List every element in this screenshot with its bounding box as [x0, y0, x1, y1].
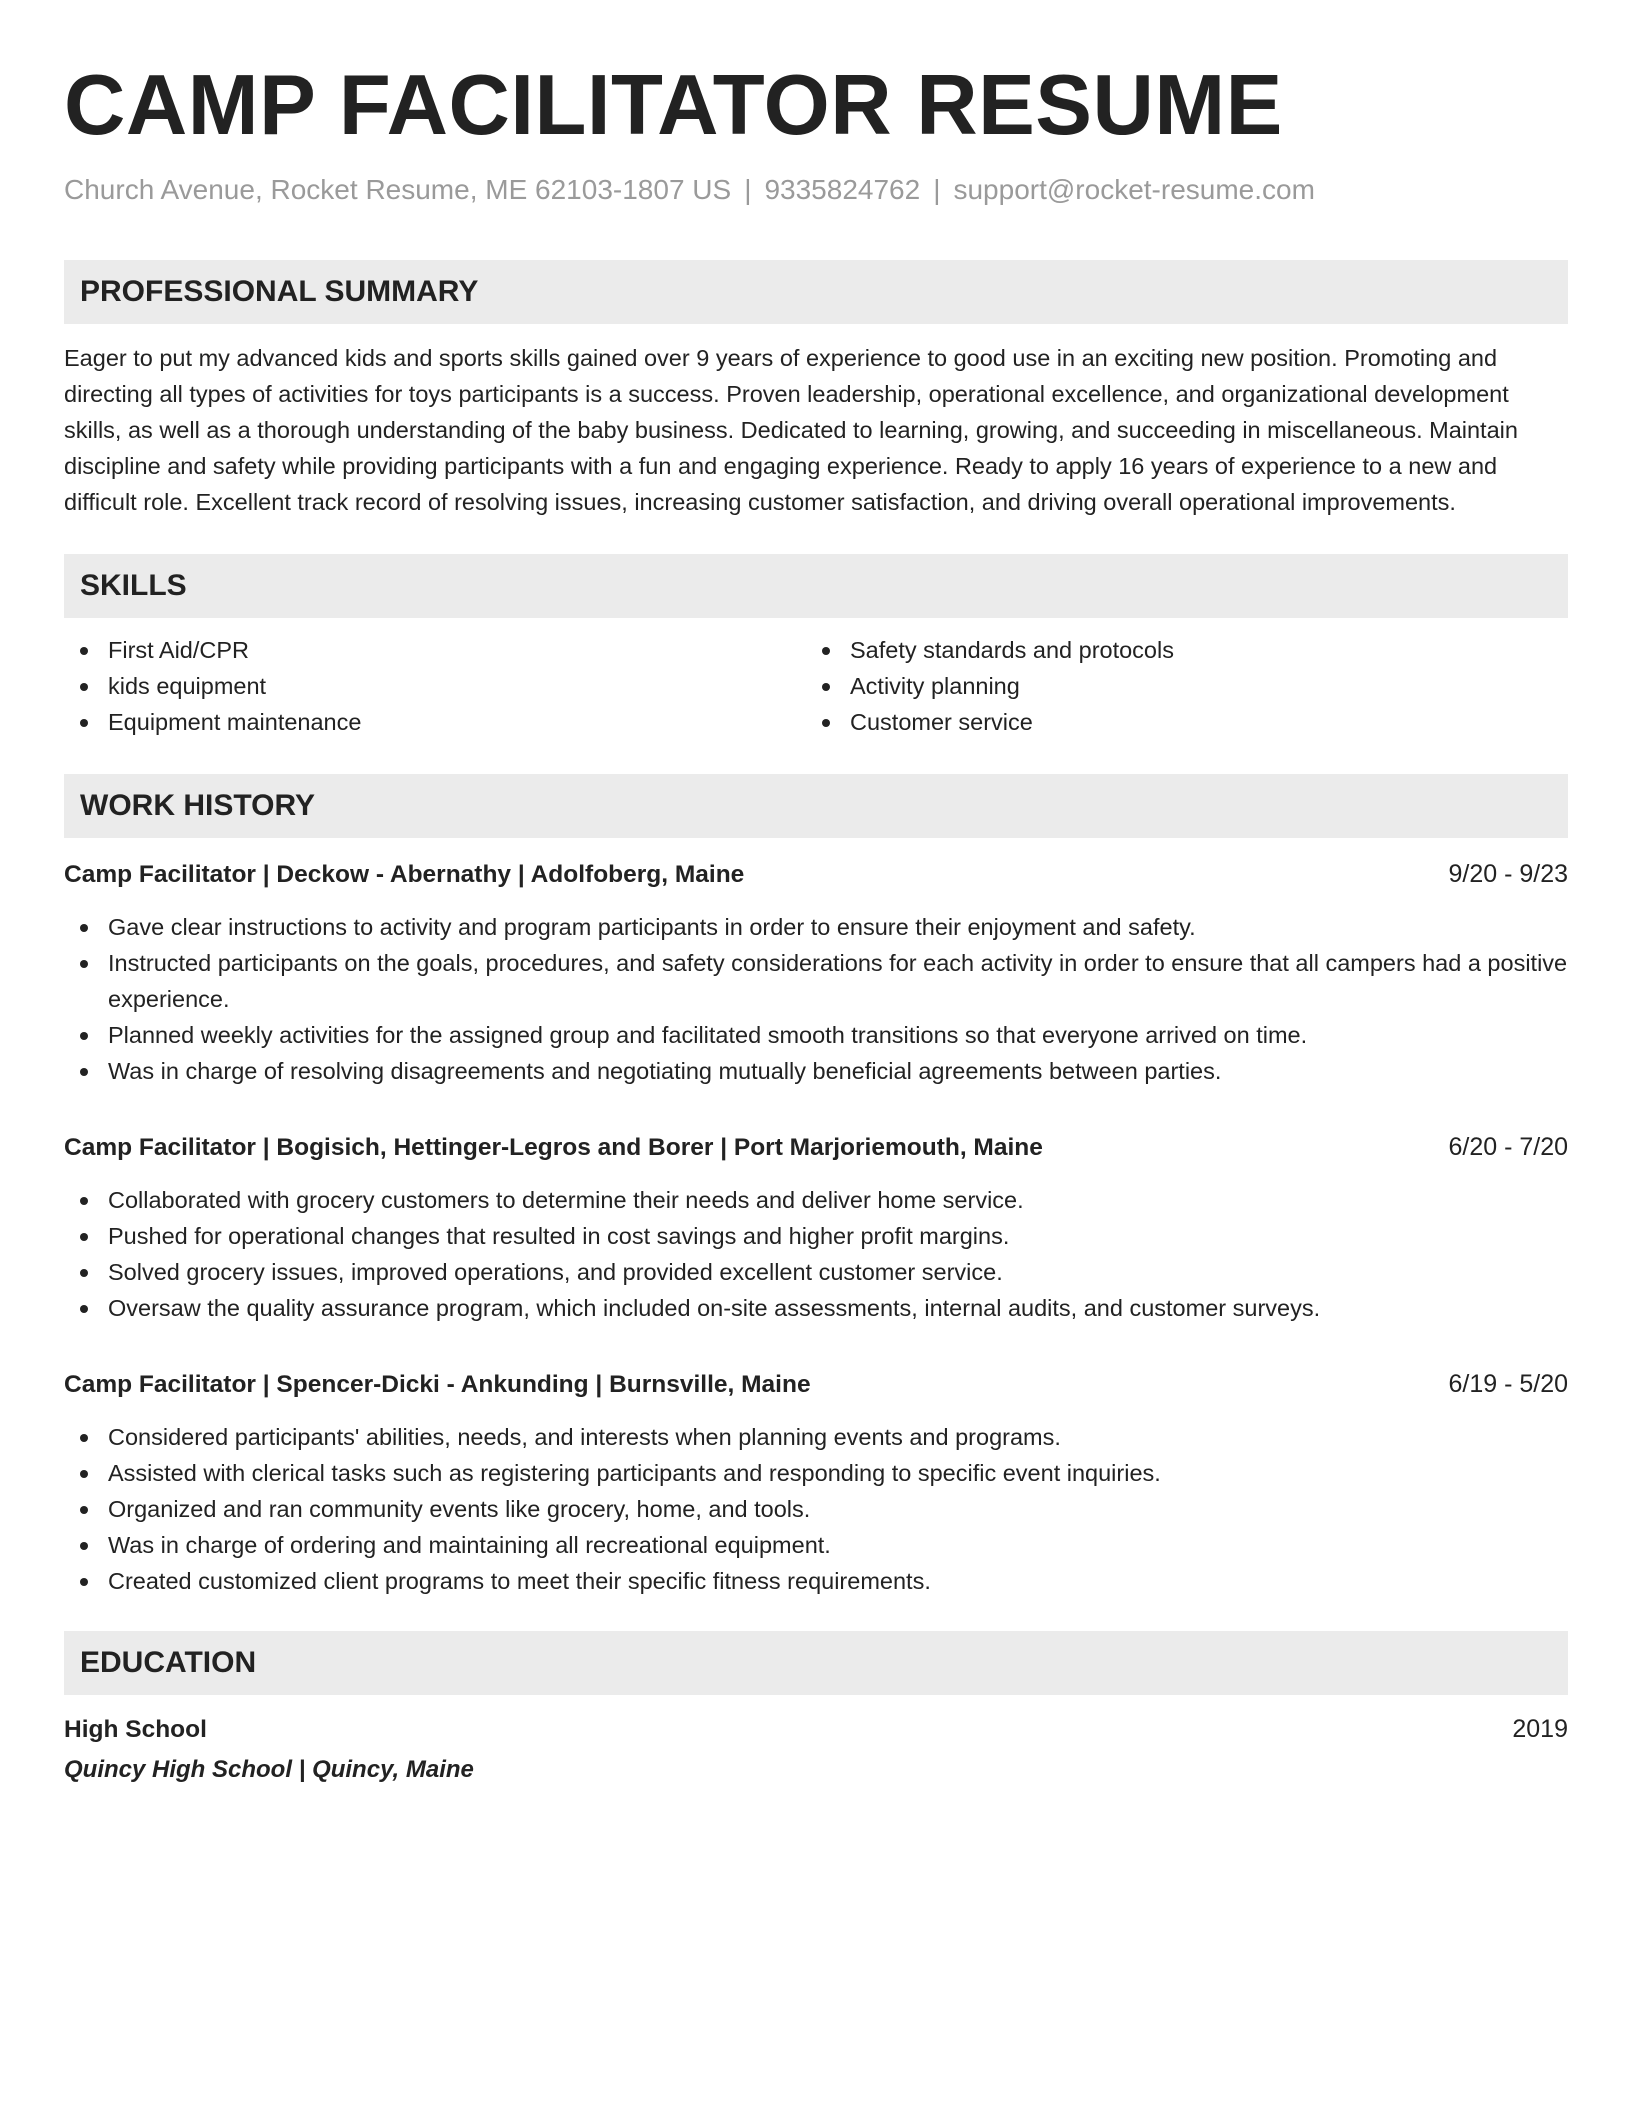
resume-title: CAMP FACILITATOR RESUME: [64, 58, 1283, 153]
skill-item: Equipment maintenance: [64, 704, 806, 740]
job-bullets: [64, 1182, 1568, 1326]
job-header: [64, 856, 1568, 893]
section-heading-work-history: WORK HISTORY: [64, 774, 1568, 838]
job-bullet: Was in charge of ordering and maintaining all recreational equipment.: [64, 1527, 1568, 1563]
job-bullet: Considered participants' abilities, needs, and interests when planning events and programs.: [64, 1419, 1568, 1455]
job-bullet: Pushed for operational changes that resulted in cost savings and higher profit margins.: [64, 1218, 1568, 1254]
job-bullet: Assisted with clerical tasks such as registering participants and responding to specific event inquiries.: [64, 1455, 1568, 1491]
job-bullet: Collaborated with grocery customers to determine their needs and deliver home service.: [64, 1182, 1568, 1218]
job-bullet: Gave clear instructions to activity and program participants in order to ensure their enjoyment and safety.: [64, 909, 1568, 945]
resume-page: [64, 56, 1568, 1788]
skills-column-left: [64, 632, 806, 740]
job-dates: 6/19 - 5/20: [1448, 1370, 1568, 1398]
education-school: Quincy High School | Quincy, Maine: [64, 1756, 474, 1783]
job-bullet: Was in charge of resolving disagreements and negotiating mutually beneficial agreements between parties.: [64, 1053, 1568, 1089]
job-entry: [64, 1129, 1568, 1326]
job-title: Camp Facilitator | Bogisich, Hettinger-Legros and Borer | Port Marjoriemouth, Maine: [64, 1134, 1043, 1161]
job-bullet: Solved grocery issues, improved operations, and provided excellent customer service.: [64, 1254, 1568, 1290]
job-entry: [64, 856, 1568, 1089]
job-title: Camp Facilitator | Deckow - Abernathy | Adolfoberg, Maine: [64, 861, 745, 888]
skill-item: kids equipment: [64, 668, 806, 704]
job-header: [64, 1366, 1568, 1403]
section-heading-summary: PROFESSIONAL SUMMARY: [64, 260, 1568, 324]
job-dates: 9/20 - 9/23: [1448, 860, 1568, 888]
job-dates: 6/20 - 7/20: [1448, 1133, 1568, 1161]
contact-separator: |: [744, 174, 752, 205]
job-header: [64, 1129, 1568, 1166]
job-bullet: Instructed participants on the goals, procedures, and safety considerations for each activity in order to ensure that all campers had a positive experience.: [64, 945, 1568, 1017]
job-bullet: Created customized client programs to meet their specific fitness requirements.: [64, 1563, 1568, 1599]
contact-line: [64, 172, 1568, 208]
skill-item: Activity planning: [806, 668, 1548, 704]
skill-item: Safety standards and protocols: [806, 632, 1548, 668]
education-year: 2019: [1512, 1715, 1568, 1743]
section-heading-skills: SKILLS: [64, 554, 1568, 618]
contact-address: Church Avenue, Rocket Resume, ME 62103-1807 US: [64, 174, 732, 205]
job-bullet: Oversaw the quality assurance program, which included on-site assessments, internal audits, and customer surveys.: [64, 1290, 1568, 1326]
summary-text: Eager to put my advanced kids and sports skills gained over 9 years of experience to good use in an exciting new position. Promoting and directing all types of activities for toys participants is a success. Proven leadership, operational excellence, and organizational development skills, as well as a thorough understanding of the baby business. Dedicated to learning, growing, and succeeding in miscellaneous. Maintain discipline and safety while providing participants with a fun and engaging experience. Ready to apply 16 years of experience to a new and difficult role. Excellent track record of resolving issues, increasing customer satisfaction, and driving overall operational improvements.: [64, 345, 1518, 515]
contact-phone: 9335824762: [764, 174, 921, 205]
section-heading-education: EDUCATION: [64, 1631, 1568, 1695]
education-header: [64, 1711, 1568, 1748]
contact-separator: |: [933, 174, 941, 205]
skills-list: [64, 632, 1568, 740]
job-entry: [64, 1366, 1568, 1599]
job-bullets: [64, 909, 1568, 1089]
education-entry: [64, 1711, 1568, 1788]
skill-item: First Aid/CPR: [64, 632, 806, 668]
job-title: Camp Facilitator | Spencer-Dicki - Ankunding | Burnsville, Maine: [64, 1371, 811, 1398]
contact-email: support@rocket-resume.com: [953, 174, 1315, 205]
skills-column-right: [806, 632, 1548, 740]
job-bullet: Planned weekly activities for the assigned group and facilitated smooth transitions so that everyone arrived on time.: [64, 1017, 1568, 1053]
education-degree: High School: [64, 1716, 207, 1743]
skill-item: Customer service: [806, 704, 1548, 740]
job-bullet: Organized and ran community events like grocery, home, and tools.: [64, 1491, 1568, 1527]
job-bullets: [64, 1419, 1568, 1599]
